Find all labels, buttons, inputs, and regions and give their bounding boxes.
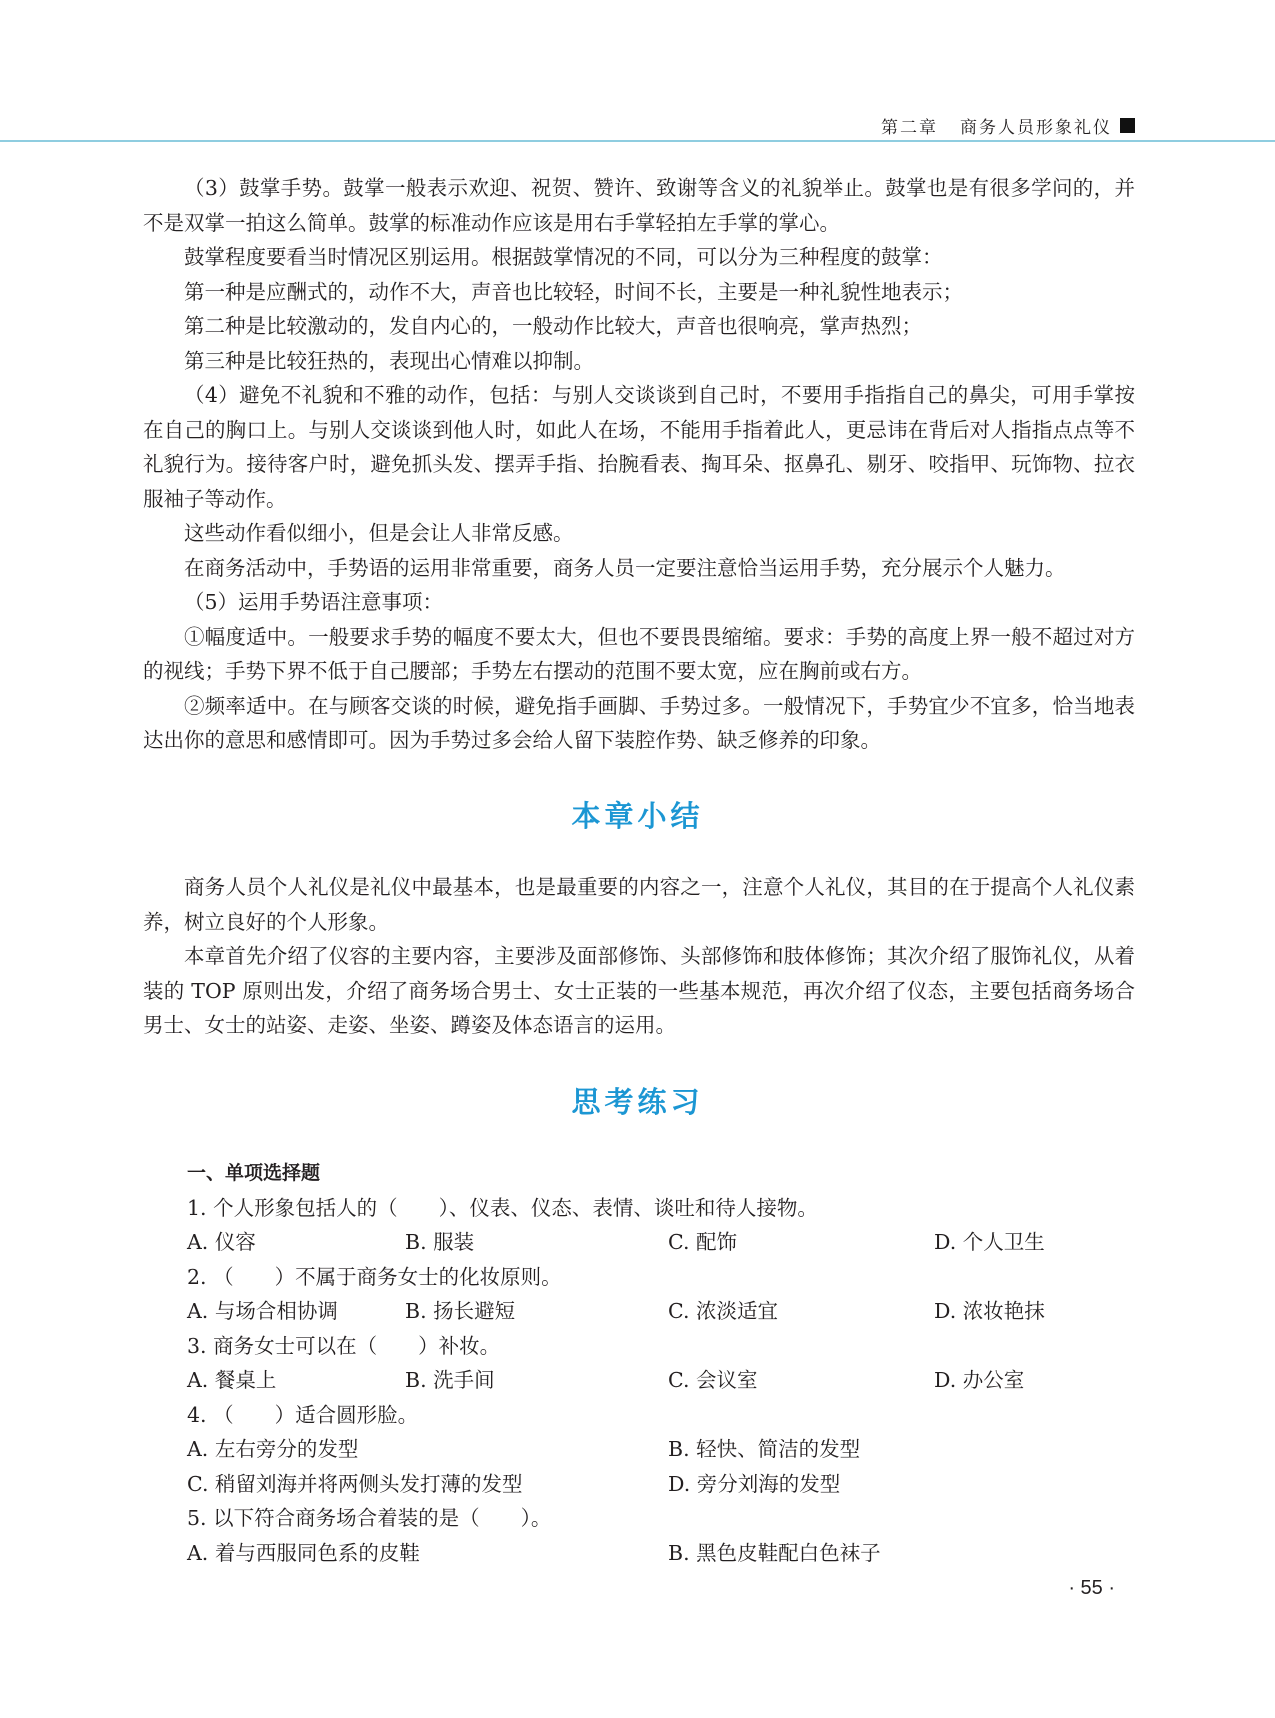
chapter-title: 商务人员形象礼仪 (960, 118, 1112, 138)
option: A. 着与西服同色系的皮鞋 (187, 1540, 420, 1565)
paragraph: 本章首先介绍了仪容的主要内容，主要涉及面部修饰、头部修饰和肢体修饰；其次介绍了服饰礼仪，从着装的 TOP 原则出发，介绍了商务场合男士、女士正装的一些基本规范，再次介绍了仪态，主要包括商务场合男士、女士的站姿、走姿、坐姿、蹲姿及体态语言的运用。 (143, 944, 1135, 1037)
option: D. 浓妆艳抹 (934, 1299, 1045, 1323)
paragraph: 鼓掌程度要看当时情况区别运用。根据鼓掌情况的不同，可以分为三种程度的鼓掌： (184, 245, 943, 269)
question-stem: 5. 以下符合商务场合着装的是（ ）。 (187, 1506, 552, 1530)
paragraph: ①幅度适中。一般要求手势的幅度不要太大，但也不要畏畏缩缩。要求：手势的高度上界一般不超过对方的视线；手势下界不低于自己腰部；手势左右摆动的范围不要太宽，应在胸前或右方。 (143, 624, 1135, 683)
paragraph: 在商务活动中，手势语的运用非常重要，商务人员一定要注意恰当运用手势，充分展示个人魅力。 (184, 555, 1066, 580)
paragraph: 第二种是比较激动的，发自内心的，一般动作比较大，声音也很响亮，掌声热烈； (184, 314, 922, 338)
option: D. 旁分刘海的发型 (668, 1471, 841, 1496)
options-row (187, 1294, 1137, 1329)
exercises-heading: 思考练习 (571, 1085, 704, 1119)
chapter-number: 第二章 (881, 118, 938, 138)
option: A. 仪容 (187, 1230, 256, 1254)
options-row (187, 1363, 1137, 1398)
header-rule (0, 140, 1275, 142)
paragraph: （4）避免不礼貌和不雅的动作，包括：与别人交谈谈到自己时，不要用手指指自己的鼻尖，可用手掌按在自己的胸口上。与别人交谈谈到他人时，如此人在场，不能用手指着此人，更忌讳在背后对人指指点点等不礼貌行为。接待客户时，避免抓头发、摆弄手指、抬腕看表、掏耳朵、抠鼻孔、剔牙、咬指甲、玩饰物、拉衣服袖子等动作。 (143, 383, 1135, 511)
options-row (187, 1467, 1137, 1502)
question-stem: 2. （ ）不属于商务女士的化妆原则。 (187, 1264, 562, 1289)
question-stem: 3. 商务女士可以在（ ）补妆。 (187, 1333, 501, 1358)
paragraph: 商务人员个人礼仪是礼仪中最基本，也是最重要的内容之一，注意个人礼仪，其目的在于提高个人礼仪素养，树立良好的个人形象。 (143, 875, 1135, 934)
section-title: 一、单项选择题 (187, 1162, 321, 1184)
option: D. 个人卫生 (934, 1230, 1045, 1254)
paragraph: （3）鼓掌手势。鼓掌一般表示欢迎、祝贺、赞许、致谢等含义的礼貌举止。鼓掌也是有很多学问的，并不是双掌一拍这么简单。鼓掌的标准动作应该是用右手掌轻拍左手掌的掌心。 (143, 176, 1135, 235)
option: D. 办公室 (934, 1368, 1025, 1392)
question-stem: 1. 个人形象包括人的（ ）、仪表、仪态、表情、谈吐和待人接物。 (187, 1195, 818, 1220)
option: C. 浓淡适宜 (668, 1299, 778, 1323)
square-marker-icon (1120, 118, 1135, 133)
exercise-list (187, 1156, 1137, 1570)
paragraph: 这些动作看似细小，但是会让人非常反感。 (184, 521, 574, 545)
summary-text (143, 870, 1135, 1043)
option: B. 扬长避短 (405, 1299, 516, 1323)
option: C. 稍留刘海并将两侧头发打薄的发型 (187, 1471, 523, 1496)
options-row (187, 1432, 1137, 1467)
option: C. 配饰 (668, 1230, 737, 1254)
option: A. 餐桌上 (187, 1368, 277, 1392)
paragraph: （5）运用手势语注意事项： (184, 590, 444, 614)
paragraph: 第三种是比较狂热的，表现出心情难以抑制。 (184, 348, 594, 373)
options-row (187, 1536, 1137, 1571)
option: C. 会议室 (668, 1368, 758, 1392)
option: B. 轻快、简洁的发型 (668, 1437, 861, 1461)
body-text (143, 171, 1135, 758)
paragraph: 第一种是应酬式的，动作不大，声音也比较轻，时间不长，主要是一种礼貌性地表示； (184, 279, 963, 304)
running-header (881, 113, 1135, 138)
options-row (187, 1225, 1137, 1260)
option: A. 与场合相协调 (187, 1299, 338, 1323)
page-number: · 55 · (1068, 1577, 1115, 1599)
option: B. 黑色皮鞋配白色袜子 (668, 1540, 881, 1565)
summary-heading: 本章小结 (571, 799, 704, 833)
option: A. 左右旁分的发型 (187, 1437, 359, 1461)
option: B. 服装 (405, 1230, 475, 1254)
option: B. 洗手间 (405, 1368, 495, 1392)
question-stem: 4. （ ）适合圆形脸。 (187, 1402, 419, 1427)
paragraph: ②频率适中。在与顾客交谈的时候，避免指手画脚、手势过多。一般情况下，手势宜少不宜多，恰当地表达出你的意思和感情即可。因为手势过多会给人留下装腔作势、缺乏修养的印象。 (143, 693, 1135, 752)
